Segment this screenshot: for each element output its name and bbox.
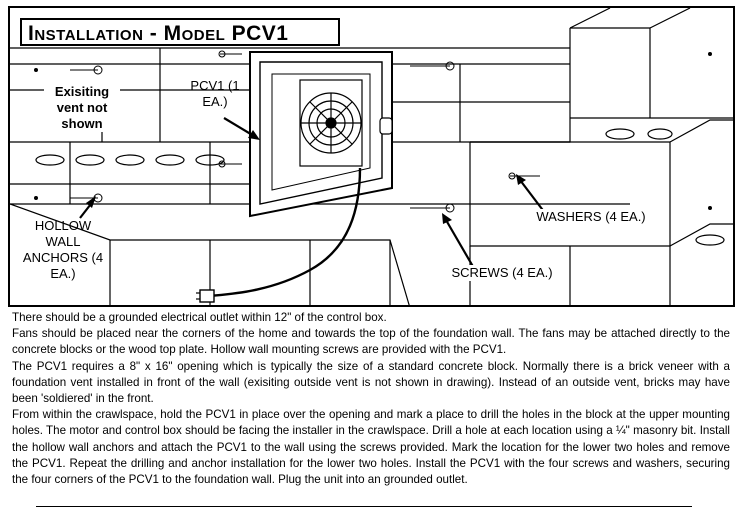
label-pcv1: PCV1 (1 EA.) (190, 78, 240, 109)
label-screws: SCREWS (4 EA.) (442, 265, 562, 281)
instructions-text (12, 310, 730, 488)
installation-diagram (10, 8, 735, 307)
title-box (20, 18, 340, 46)
instruction-paragraph: Fans should be placed near the corners of the home and towards the top of the foundation wall. The fans may be attached directly to the concrete blocks or the wood top plate. Hollow wall mounting screws are provided with the PCV1. (12, 327, 730, 357)
bottom-rule (36, 506, 692, 507)
page-title: Installation - Model PCV1 (28, 22, 289, 45)
label-washers: WASHERS (4 EA.) (526, 209, 656, 225)
instruction-paragraph: The PCV1 requires a 8" x 16" opening which is typically the size of a standard concrete block. Normally there is a brick veneer with a foundation vent installed in front of the wall (exisiting outside vent is not shown in drawing). Instead of an outside vent, bricks may have been 'soldiered' in the front. (12, 359, 730, 406)
instruction-paragraph: From within the crawlspace, hold the PCV1 in place over the opening and mark a place to drill the holes in the block at the upper mounting holes. The motor and control box should be facing the installer in the crawlspace. Drill a hole at each location using a ¼" masonry bit. Install the hollow wall anchors and attach the PCV1 to the wall using the screws provided. Mark the location for the lower two holes and remove the PCV1. Repeat the drilling and anchor installation for the lower two holes. Install the PCV1 with the four screws and washers, securing the four corners of the PCV1 to the foundation wall. Plug the unit into an grounded outlet. (12, 408, 730, 487)
label-existing-vent: Exisiting vent not shown (44, 84, 120, 132)
label-hollow-wall-anchors: HOLLOW WALL ANCHORS (4 EA.) (22, 218, 104, 281)
instruction-paragraph: There should be a grounded electrical outlet within 12" of the control box. (12, 311, 387, 324)
diagram-frame (8, 6, 735, 307)
